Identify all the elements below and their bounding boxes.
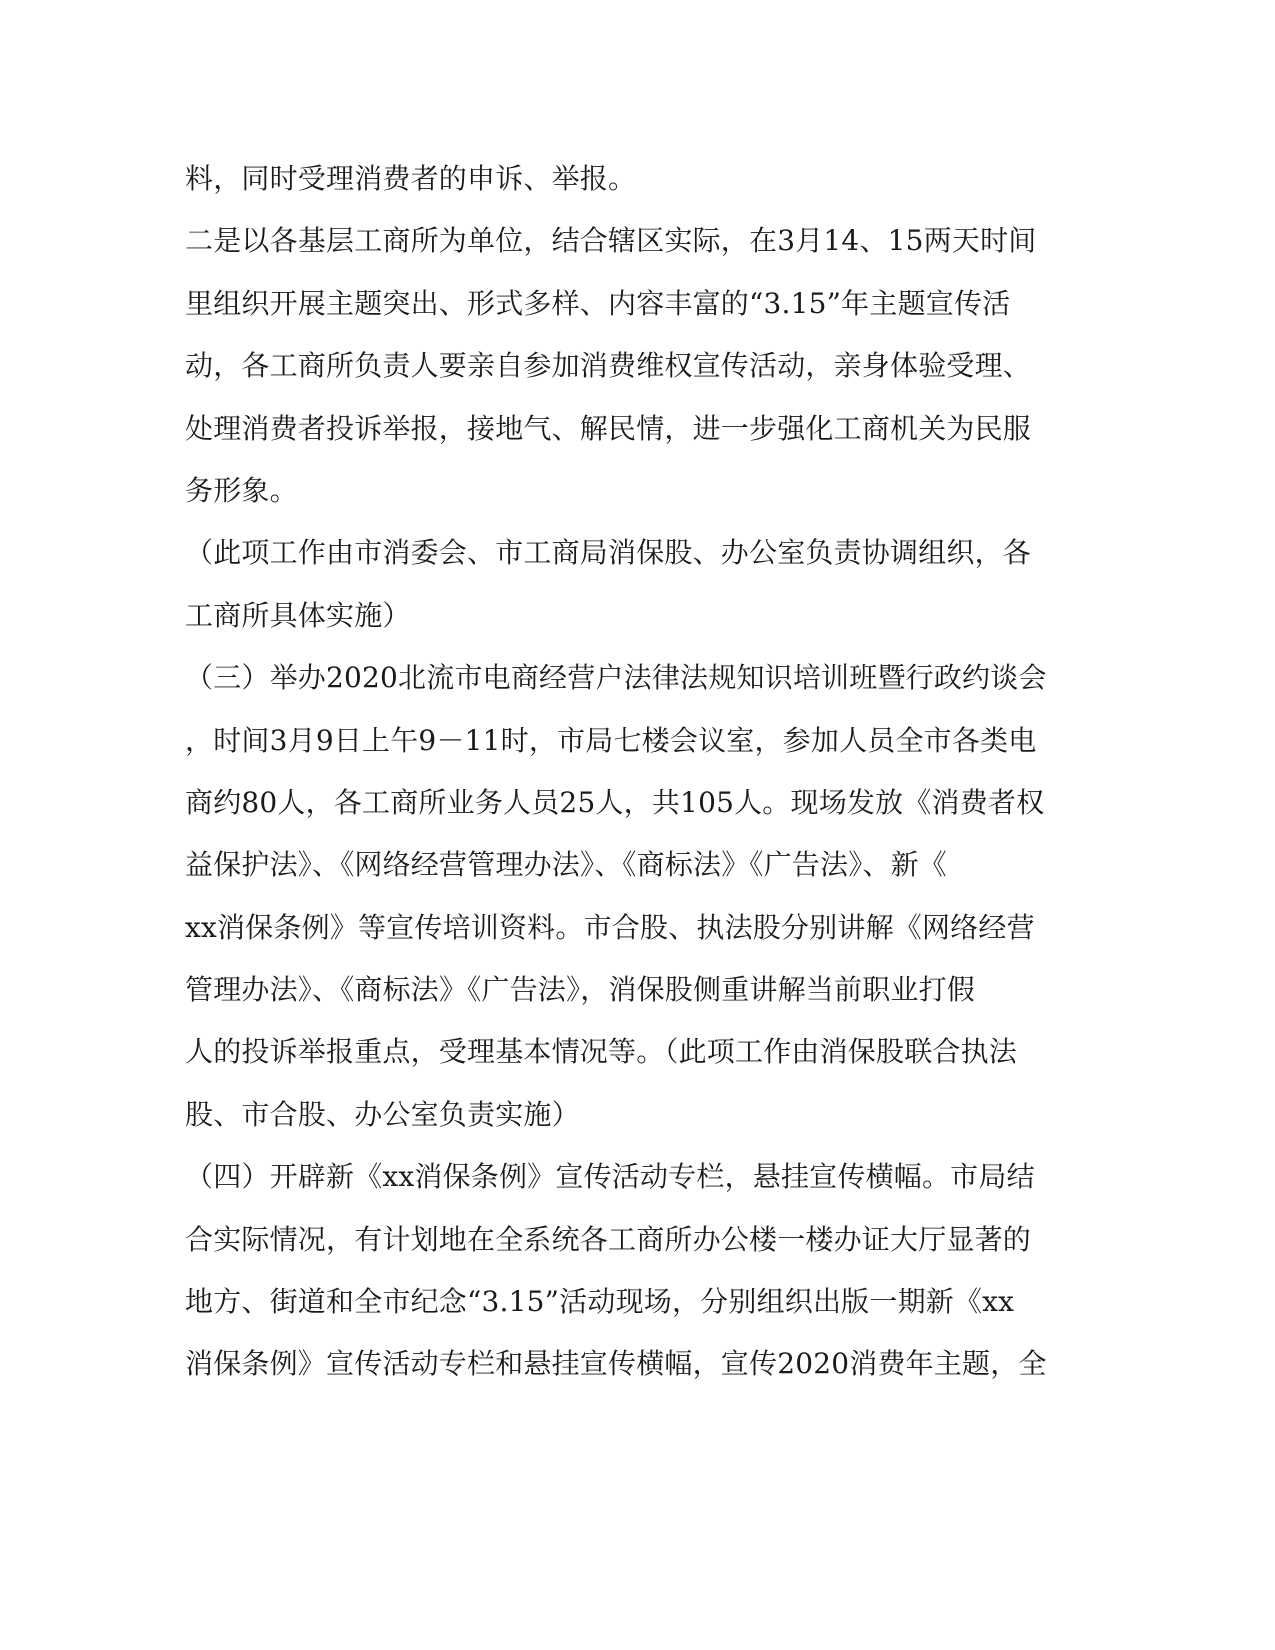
text-line: 商约80人，各工商所业务人员25人，共105人。现场发放《消费者权 — [185, 785, 1045, 819]
text-line: 管理办法》、《商标法》《广告法》，消保股侧重讲解当前职业打假 — [185, 973, 976, 1007]
text-line: （四）开辟新《xx消保条例》宣传活动专栏，悬挂宣传横幅。市局结 — [185, 1160, 1035, 1194]
text-line: xx消保条例》等宣传培训资料。市合股、执法股分别讲解《网络经营 — [185, 910, 1035, 944]
text-line: 务形象。 — [185, 473, 298, 507]
text-line: 合实际情况，有计划地在全系统各工商所办公楼一楼办证大厅显著的 — [185, 1222, 1032, 1256]
text-line: 消保条例》宣传活动专栏和悬挂宣传横幅，宣传2020消费年主题，全 — [185, 1347, 1047, 1381]
text-line: ，时间3月9日上午9－11时，市局七楼会议室，参加人员全市各类电 — [185, 723, 1037, 757]
text-line: 地方、街道和全市纪念“3.15”活动现场，分别组织出版一期新《xx — [185, 1285, 1015, 1319]
text-line: 股、市合股、办公室负责实施） — [185, 1097, 580, 1131]
text-line: （三）举办2020北流市电商经营户法律法规知识培训班暨行政约谈会 — [185, 661, 1047, 695]
text-line: 动，各工商所负责人要亲自参加消费维权宣传活动，亲身体验受理、 — [185, 349, 1032, 383]
text-line: 人的投诉举报重点，受理基本情况等。（此项工作由消保股联合执法 — [185, 1035, 1018, 1069]
text-line: 二是以各基层工商所为单位，结合辖区实际，在3月14、15两天时间 — [185, 224, 1037, 258]
text-line: 里组织开展主题突出、形式多样、内容丰富的“3.15”年主题宣传活 — [185, 286, 1011, 320]
text-line: 处理消费者投诉举报，接地气、解民情，进一步强化工商机关为民服 — [185, 411, 1032, 445]
text-line: 工商所具体实施） — [185, 598, 411, 632]
document-body — [185, 148, 1047, 1396]
text-line: （此项工作由市消委会、市工商局消保股、办公室负责协调组织，各 — [185, 536, 1032, 570]
text-line: 益保护法》、《网络经营管理办法》、《商标法》《广告法》、新《 — [185, 848, 948, 882]
text-line: 料，同时受理消费者的申诉、举报。 — [185, 162, 637, 195]
